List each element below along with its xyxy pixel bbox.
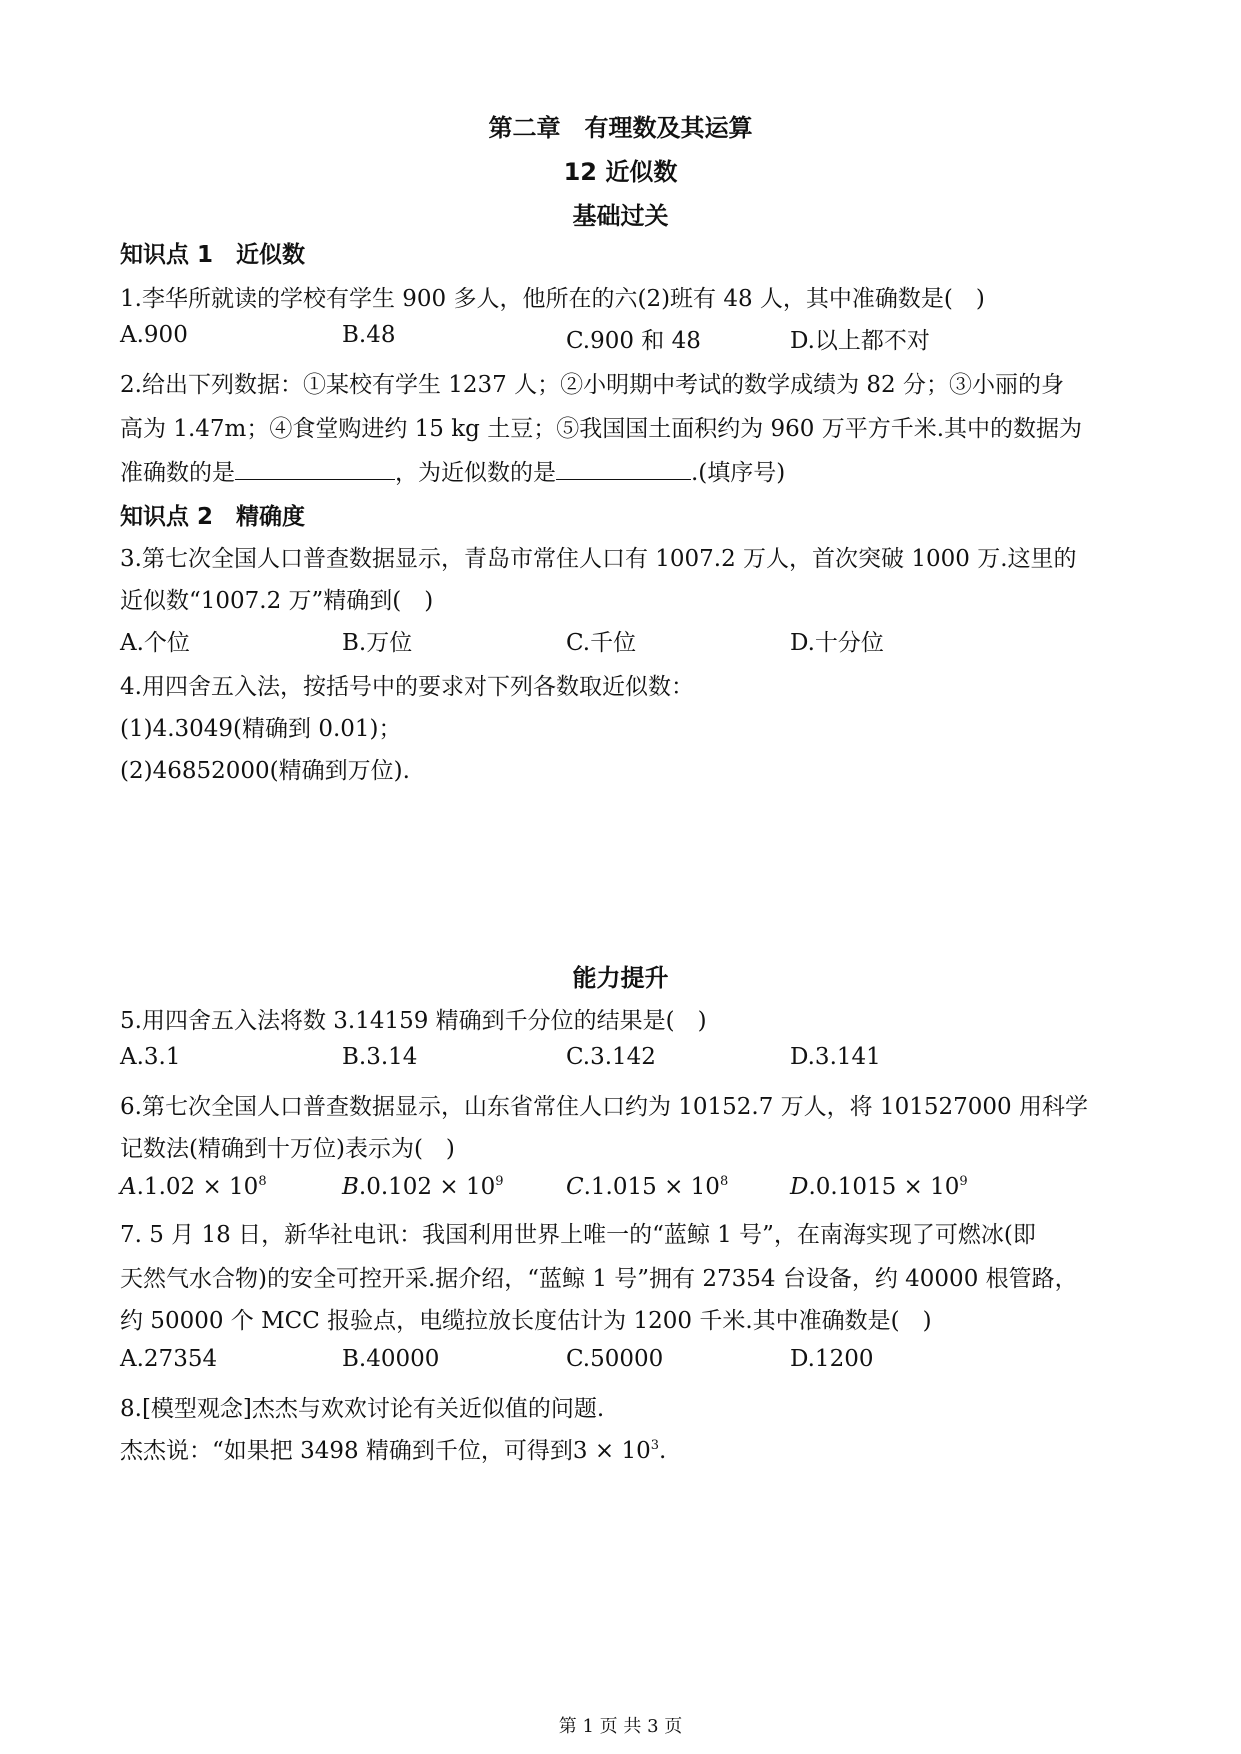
question-2-text-c: .(填序号) (691, 460, 786, 486)
question-6-option-a: $A.1.02 \times 10^8$ (120, 1174, 267, 1200)
question-5-option-b: B.3.14 (342, 1044, 418, 1070)
page-footer: 第 1 页 共 3 页 (558, 1716, 683, 1737)
question-6-line-1: 6.第七次全国人口普查数据显示，山东省常住人口约为 10152.7 万人，将 101527000 用科学 (120, 1094, 1088, 1120)
question-6-option-b: $B.0.102 \times 10^9$ (342, 1174, 504, 1200)
question-7-line-3: 约 50000 个 MCC 报验点，电缆拉放长度估计为 1200 千米.其中准确数是( ) (120, 1308, 932, 1334)
question-8-line-1: 8.[模型观念]杰杰与欢欢讨论有关近似值的问题. (120, 1396, 605, 1422)
question-1-option-b: B.48 (342, 322, 396, 348)
section-title-advanced: 能力提升 (572, 964, 669, 992)
question-7-option-a: A.27354 (120, 1346, 218, 1372)
question-1-option-a: A.900 (120, 322, 188, 348)
question-3-line-1: 3.第七次全国人口普查数据显示，青岛市常住人口有 1007.2 万人，首次突破 1000 万.这里的 (120, 546, 1077, 572)
question-5-option-a: A.3.1 (120, 1044, 181, 1070)
question-7-option-b: B.40000 (342, 1346, 440, 1372)
question-6-line-2: 记数法(精确到十万位)表示为( ) (120, 1136, 455, 1162)
question-1-option-d: D.以上都不对 (790, 328, 930, 354)
question-3-option-d: D.十分位 (790, 630, 884, 656)
question-3-option-b: B.万位 (342, 630, 413, 656)
question-3-option-c: C.千位 (566, 630, 637, 656)
knowledge-point-2: 知识点 2 精确度 (120, 504, 306, 530)
question-3-line-2: 近似数“1007.2 万”精确到( ) (120, 588, 434, 614)
question-7-line-2: 天然气水合物)的安全可控开采.据介绍，“蓝鲸 1 号”拥有 27354 台设备，约 40000 根管路， (120, 1266, 1078, 1292)
question-7-line-1: 7. 5 月 18 日，新华社电讯：我国利用世界上唯一的“蓝鲸 1 号”，在南海实现了可燃冰(即 (120, 1222, 1036, 1248)
question-4-part-2: (2)46852000(精确到万位). (120, 758, 410, 784)
approximate-number-blank[interactable] (556, 457, 691, 480)
chapter-title: 第二章 有理数及其运算 (488, 114, 753, 142)
question-1-stem: 1.李华所就读的学校有学生 900 多人，他所在的六(2)班有 48 人，其中准确数是( ) (120, 286, 985, 312)
question-2-line-2: 高为 1.47m；④食堂购进约 15 kg 土豆；⑤我国国土面积约为 960 万平方千米.其中的数据为 (120, 416, 1083, 442)
question-7-option-c: C.50000 (566, 1346, 664, 1372)
question-3-option-a: A.个位 (120, 630, 190, 656)
section-title-basic: 基础过关 (572, 202, 669, 230)
lesson-title: 12 近似数 (563, 158, 678, 186)
question-4-stem: 4.用四舍五入法，按括号中的要求对下列各数取近似数： (120, 674, 694, 700)
question-5-stem: 5.用四舍五入法将数 3.14159 精确到千分位的结果是( ) (120, 1008, 707, 1034)
question-6-option-d: $D.0.1015 \times 10^9$ (790, 1174, 968, 1200)
exact-number-blank[interactable] (235, 457, 395, 480)
question-2-line-1: 2.给出下列数据：①某校有学生 1237 人；②小明期中考试的数学成绩为 82 分；③小丽的身 (120, 372, 1064, 398)
question-8-line-2: 杰杰说：“如果把 3498 精确到千位，可得到$3 \times 10^3$. (120, 1438, 667, 1464)
question-2-line-3 (120, 454, 1130, 487)
question-5-option-c: C.3.142 (566, 1044, 656, 1070)
knowledge-point-1: 知识点 1 近似数 (120, 242, 306, 268)
question-7-option-d: D.1200 (790, 1346, 874, 1372)
question-5-option-d: D.3.141 (790, 1044, 881, 1070)
question-1-option-c: C.900 和 48 (566, 328, 701, 354)
question-2-text-b: ，为近似数的是 (395, 460, 556, 486)
question-6-option-c: $C.1.015 \times 10^8$ (566, 1174, 729, 1200)
question-4-part-1: (1)4.3049(精确到 0.01)； (120, 716, 402, 742)
question-2-text-a: 准确数的是 (120, 460, 235, 486)
